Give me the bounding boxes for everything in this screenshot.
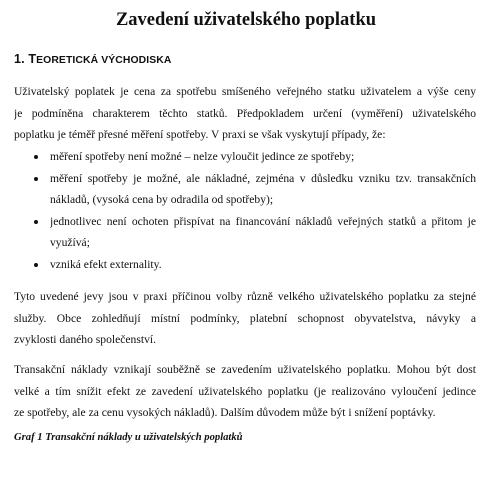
section-heading — [14, 52, 171, 66]
paragraph-phenomena — [14, 286, 476, 351]
text-line: nákladů, (vysoká cena by odradila od spotřeby); — [50, 193, 274, 207]
text-line: poplatku je téměř přesné měření spotřeby. V praxi se však vyskytují případy, že: — [14, 128, 386, 142]
text-line: Transakční náklady vznikají souběžně se zavedením uživatelského poplatku. Mohou být dost — [14, 363, 476, 376]
text-line: zvyklosti daného společenství. — [14, 333, 156, 347]
text-line: služby. Obce zohledňují místní podmínky, platební schopnost obyvatelstva, návyky a — [14, 311, 476, 325]
document-title: Zavedení uživatelského poplatku — [115, 10, 377, 30]
bullet-dot-icon — [34, 155, 38, 159]
text-line: měření spotřeby je možné, ale nákladné, zejména v důsledku vzniku tzv. transakčních — [50, 171, 476, 185]
section-number: 1. — [14, 52, 25, 66]
text-line: využívá; — [50, 236, 90, 250]
text-line: Tyto uvedené jevy jsou v praxi příčinou volby různě velkého uživatelského poplatku za stejné — [14, 290, 476, 303]
bullet-list — [14, 146, 476, 276]
bullet-dot-icon — [34, 263, 38, 267]
text-line: velké a tím snížit efekt ze zavedení uživatelského poplatku (je realizováno vyloučení jedince — [14, 384, 476, 398]
paragraph-intro — [14, 81, 476, 146]
list-item — [14, 146, 476, 168]
section-title-initial: T — [28, 52, 37, 66]
bullet-dot-icon — [34, 220, 38, 224]
text-line: je podmíněna charakterem těchto statků. Předpokladem určení (vyměření) uživatelského — [14, 106, 476, 120]
bullet-dot-icon — [34, 177, 38, 181]
text-line: měření spotřeby není možné – nelze vyloučit jedince ze spotřeby; — [50, 150, 355, 163]
paragraph-transaction-costs — [14, 359, 476, 424]
text-line: Uživatelský poplatek je cena za spotřebu smíšeného veřejného statku uživatelem a výše ceny — [14, 85, 476, 98]
section-title-rest: EORETICKÁ VÝCHODISKA — [36, 55, 172, 66]
text-line: ze spotřeby, ale za cenu vysokých nákladů). Dalším důvodem může být i snížení poptávky. — [14, 406, 436, 420]
list-item — [14, 254, 476, 276]
text-line: vzniká efekt externality. — [50, 257, 162, 271]
list-item — [14, 211, 476, 254]
figure-caption: Graf 1 Transakční náklady u uživatelských poplatků — [14, 432, 243, 443]
list-item — [14, 168, 476, 211]
text-line: jednotlivec není ochoten přispívat na financování nákladů veřejných statků a přitom je — [50, 214, 476, 228]
